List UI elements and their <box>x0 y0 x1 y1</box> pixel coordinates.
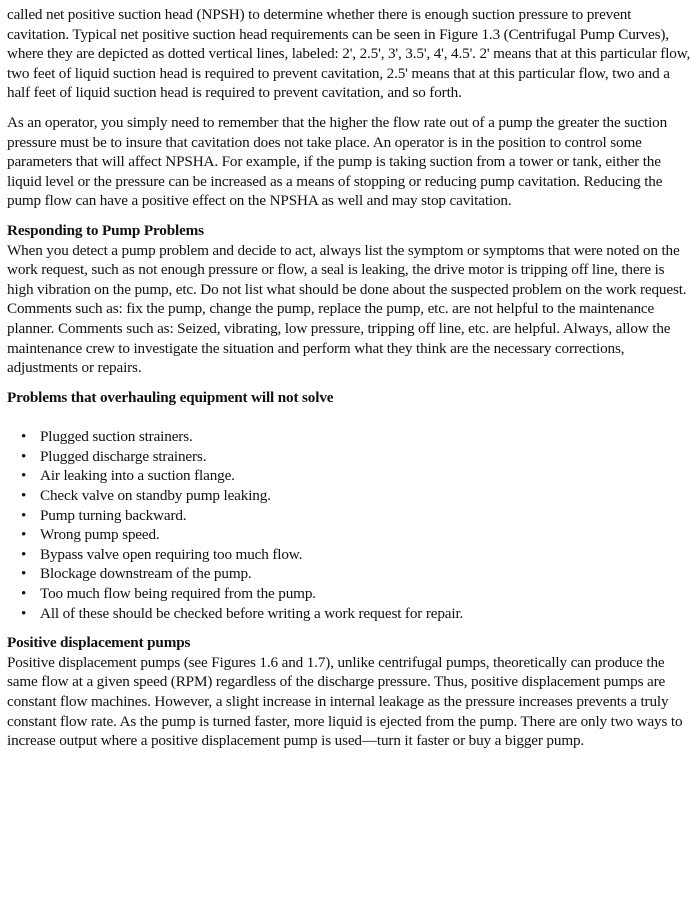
list-item-text: Plugged suction strainers. <box>40 428 193 446</box>
paragraph-positive-displacement-body: Positive displacement pumps (see Figures 1.6 and 1.7), unlike centrifugal pumps, theoretically can produce the same flow at a given speed (RPM) regardless of the discharge pressure. Thus, positive displacement pumps are constant flow machines. However, a slight increase in internal leakage as the pressure increases prevents a truly constant flow rate. As the pump is turned faster, more liquid is ejected from the pump. There are only two ways to increase output where a positive displacement pump is used—turn it faster or buy a bigger pump. <box>7 653 683 750</box>
heading-responding-to-pump-problems: Responding to Pump Problems <box>7 221 204 239</box>
paragraph-npsh-requirements: called net positive suction head (NPSH) to determine whether there is enough suction pressure to prevent cavitation. Typical net positive suction head requirements can be seen in Figure 1.3 (Centrifugal Pump Curves), where they are depicted as dotted vertical lines, labeled: 2', 2.5', 3', 3.5', 4', 4.5'. 2' means that at this particular flow, two feet of liquid suction head is required to prevent cavitation, 2.5' means that at this particular flow, two and a half feet of liquid suction head is required to prevent cavitation, and so forth. <box>7 6 691 102</box>
section-positive-displacement <box>7 633 692 751</box>
bullet-icon: • <box>21 447 27 465</box>
list-item <box>21 584 692 604</box>
bullet-icon: • <box>21 487 27 505</box>
list-item-text: Blockage downstream of the pump. <box>40 565 252 583</box>
list-item-text: Plugged discharge strainers. <box>40 447 207 465</box>
bullet-icon: • <box>21 467 27 485</box>
list-item-text: Too much flow being required from the pump. <box>40 585 316 603</box>
section-responding <box>7 221 692 378</box>
paragraph-operator-npsha: As an operator, you simply need to remember that the higher the flow rate out of a pump the greater the suction pressure must be to insure that cavitation does not take place. An operator is in the position to control some parameters that will affect NPSHA. For example, if the pump is taking suction from a tower or tank, either the liquid level or the pressure can be increased as a means of stopping or reducing pump cavitation. Reducing the pump flow can have a positive effect on the NPSHA as well and may stop cavitation. <box>7 113 668 210</box>
heading-positive-displacement-pumps: Positive displacement pumps <box>7 634 191 652</box>
paragraph-responding-body: When you detect a pump problem and decide to act, always list the symptom or symptoms that were noted on the work request, such as not enough pressure or flow, a seal is leaking, the drive motor is tripping off line, there is high vibration on the pump, etc. Do not list what should be done about the suspected problem on the work request. Comments such as: fix the pump, change the pump, replace the pump, etc. are not helpful to the maintenance planner. Comments such as: Seized, vibrating, low pressure, tripping off line, etc. are helpful. Always, allow the maintenance crew to investigate the situation and perform what they think are the necessary corrections, adjustments or repairs. <box>7 241 687 377</box>
section-problems <box>7 388 692 624</box>
list-item <box>21 604 692 624</box>
bullet-icon: • <box>21 506 27 524</box>
list-item <box>21 427 692 447</box>
list-item-text: Wrong pump speed. <box>40 526 160 544</box>
bullet-icon: • <box>21 545 27 563</box>
bullet-icon: • <box>21 585 27 603</box>
bullet-icon: • <box>21 604 27 622</box>
list-item <box>21 564 692 584</box>
list-item-text: Bypass valve open requiring too much flow. <box>40 545 303 563</box>
list-item-text: Check valve on standby pump leaking. <box>40 487 271 505</box>
list-item-text: Air leaking into a suction flange. <box>40 467 235 485</box>
bullet-icon: • <box>21 565 27 583</box>
heading-problems-overhauling: Problems that overhauling equipment will not solve <box>7 388 334 406</box>
list-item <box>21 486 692 506</box>
problems-list <box>7 427 692 623</box>
list-item <box>21 525 692 545</box>
bullet-icon: • <box>21 428 27 446</box>
list-item-text: All of these should be checked before writing a work request for repair. <box>40 604 464 622</box>
list-item-text: Pump turning backward. <box>40 506 187 524</box>
list-item <box>21 545 692 565</box>
document-page <box>7 5 692 761</box>
list-item <box>21 447 692 467</box>
bullet-icon: • <box>21 526 27 544</box>
list-item <box>21 466 692 486</box>
list-item <box>21 506 692 526</box>
